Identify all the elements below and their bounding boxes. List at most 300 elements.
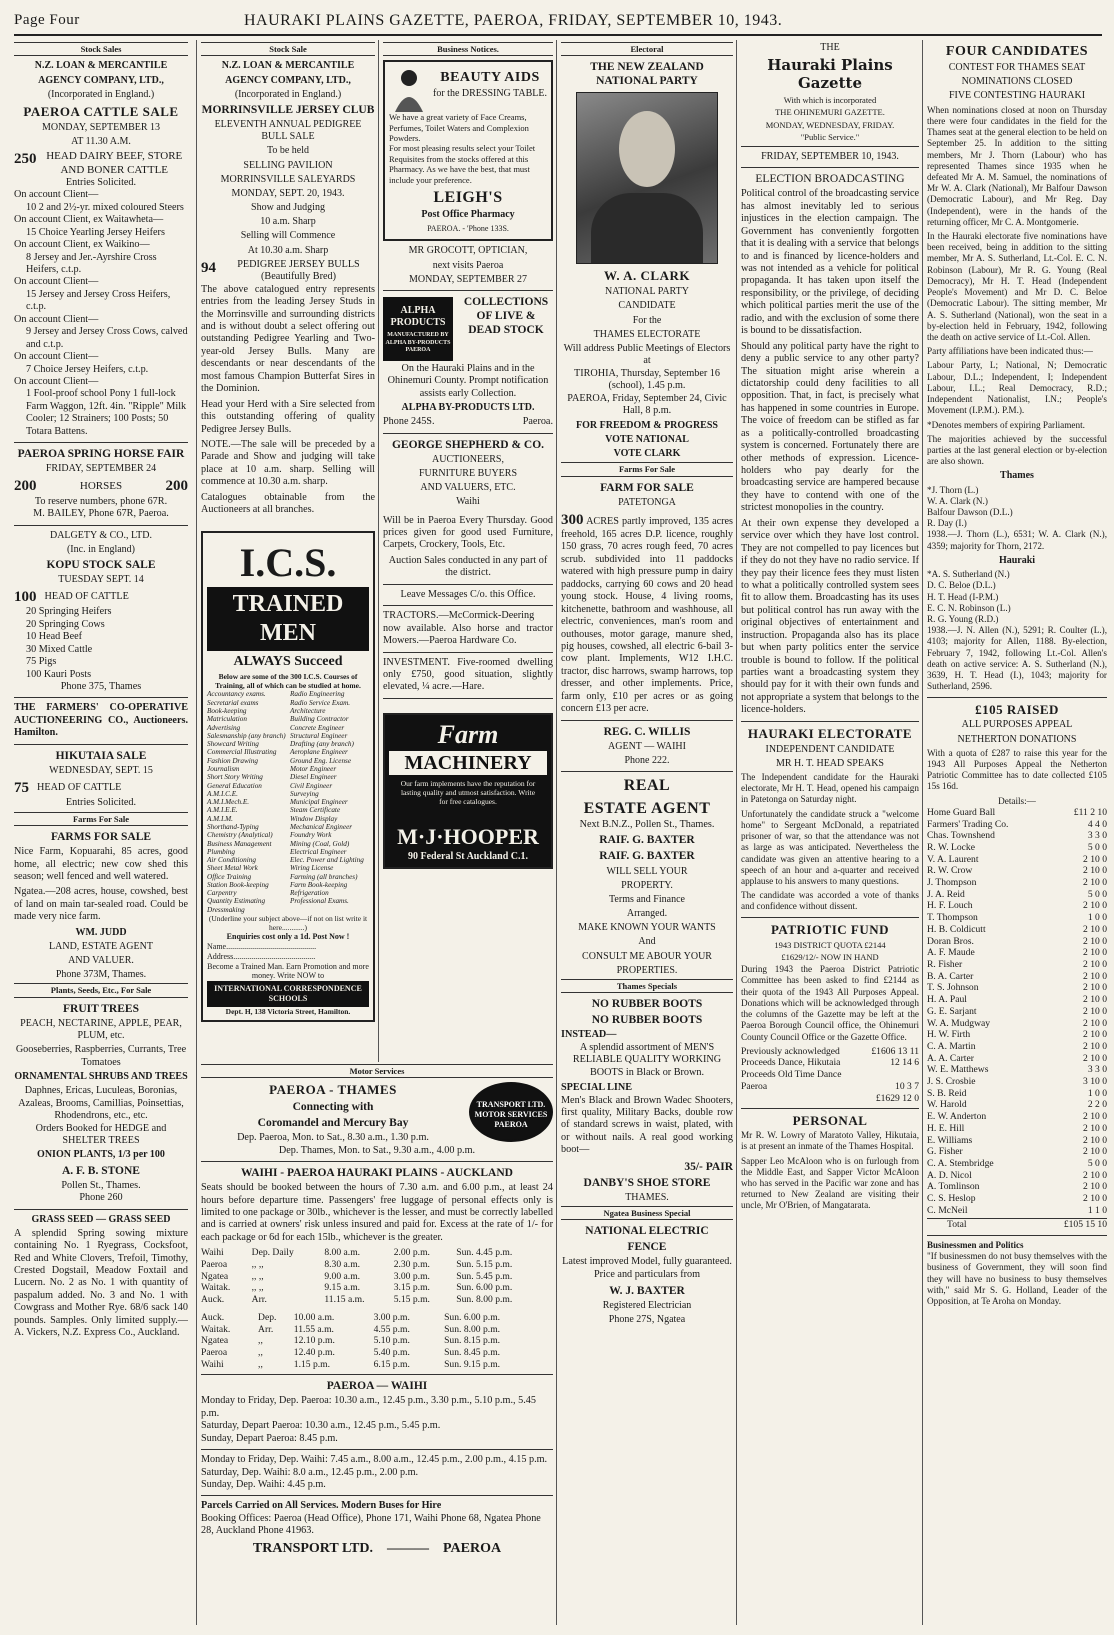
baxter-line: Arranged. bbox=[626, 908, 668, 920]
donation-row bbox=[927, 1088, 1107, 1100]
lot-item: 15 Choice Yearling Jersey Heifers bbox=[26, 226, 165, 238]
donor-name: Chas. Townshend bbox=[927, 830, 995, 842]
beauty-text: We have a great variety of Face Creams, Perfumes, Toilet Waters and Complexion Powders. bbox=[389, 112, 529, 144]
timetable-cell: 9.15 a.m. bbox=[324, 1282, 361, 1294]
ics-course: Aeroplane Engineer bbox=[290, 748, 348, 757]
nzloan-line: (Incorporated in England.) bbox=[234, 88, 342, 100]
timetable-cell: 6.15 p.m. bbox=[373, 1358, 410, 1370]
ics-course: A.M.I.M. bbox=[207, 814, 233, 823]
donation-amount: 2 10 0 bbox=[1083, 1134, 1107, 1146]
timetable-row bbox=[201, 1359, 553, 1371]
ics-intro: Below are some of the 300 I.C.S. Courses of Training, all of which can be studied at home. bbox=[215, 672, 361, 691]
ics-course: Matriculation bbox=[207, 715, 247, 724]
donation-amount: 2 10 0 bbox=[1083, 1122, 1107, 1134]
timetable-cell: Auck. bbox=[201, 1294, 225, 1306]
horse-count-left: 200 bbox=[14, 478, 37, 495]
ics-course: Chemistry (Analytical) bbox=[207, 831, 273, 840]
timetable-cell: ,, bbox=[258, 1346, 263, 1358]
donation-amount: 3 3 0 bbox=[1087, 830, 1107, 842]
hauraki-heading: Hauraki bbox=[998, 554, 1036, 566]
kopu-lot: 20 Springing Heifers bbox=[26, 606, 112, 618]
ics-course: A.M.I.E.E. bbox=[207, 806, 238, 815]
lot-item: 10 2 and 2½-yr. mixed coloured Steers bbox=[26, 201, 184, 213]
hikutaia-entries: Entries Solicited. bbox=[65, 797, 137, 809]
jersey-sub: SELLING PAVILION bbox=[243, 159, 333, 171]
alpha-badge-sub: MANUFACTURED BY ALPHA BY-PRODUCTS PAEROA bbox=[385, 332, 451, 353]
donor-name: S. B. Reid bbox=[927, 1087, 967, 1099]
hauraki-candidate: E. C. N. Robinson (L.) bbox=[927, 602, 1011, 613]
pw-line: Monday to Friday, Dep. Paeroa: 10.30 a.m., 12.45 p.m., 3.30 p.m., 5.10 p.m., 5.45 p.m. bbox=[201, 1395, 536, 1419]
jersey-sub: At 10.30 a.m. Sharp bbox=[247, 244, 329, 256]
timetable-cell: 5.10 p.m. bbox=[373, 1335, 410, 1347]
nzloan-line: (Incorporated in England.) bbox=[47, 88, 155, 100]
lot-item: On account Client, ex Waikino— bbox=[14, 239, 150, 251]
judd-line: AND VALUER. bbox=[68, 955, 134, 967]
donor-name: C. A. Martin bbox=[927, 1040, 976, 1052]
divider bbox=[741, 917, 919, 918]
bull-head-row bbox=[201, 259, 375, 284]
ics-course: Salesmanship (any branch) bbox=[207, 731, 286, 740]
paeroa-thames-title: PAEROA - THAMES bbox=[269, 1082, 397, 1098]
lot-item: On account Client— bbox=[14, 313, 99, 325]
timetable-cell: Sun. 4.45 p.m. bbox=[456, 1247, 513, 1259]
timetable-cell: 11.55 a.m. bbox=[293, 1323, 334, 1335]
donations-table bbox=[927, 807, 1107, 1217]
timetable-cell: Sun. 8.45 p.m. bbox=[444, 1346, 501, 1358]
section-label: Farms For Sale bbox=[561, 462, 733, 476]
shepherd-text: Will be in Paeroa Every Thursday. Good prices given for good used Furniture, Carpets, Crockery, Tools, Etc. bbox=[383, 514, 553, 551]
lot-item: 7 Choice Jersey Heifers, c.t.p. bbox=[26, 363, 149, 375]
ornamental-text: Daphnes, Ericas, Luculeas, Boronias, Azaleas, Brooms, Camillias, Poinsettias, Rhodendrons, etc., etc. bbox=[18, 1085, 184, 1122]
divider bbox=[383, 652, 553, 653]
farm-acres: 300 bbox=[561, 511, 584, 528]
candidates-para: When nominations closed at noon on Thursday there were four candidates in the field for the Thames seat at the general election to be held on September 25. In addition to the sitting members, Mr J. Thorn (Labour) who has represented Thames since 1935 when he defeated Mr A. M. Samuel, the nominations of Mr W. A. Clark (National), Mr Balfour Dawson (Democratic Labour), and Mr Reg. Day (Independent), were in the hands of the returning officer, Mr C. A. Montgomerie. bbox=[927, 104, 1107, 227]
timetable-cell: 11.15 a.m. bbox=[324, 1294, 365, 1306]
hauraki-candidate: *A. S. Sutherland (N.) bbox=[927, 569, 1010, 580]
timetable-row bbox=[201, 1282, 553, 1294]
hooper-name: M·J·HOOPER bbox=[397, 824, 539, 850]
ics-course: Foundry Work bbox=[290, 831, 332, 840]
transport-logo-icon: TRANSPORT LTD. MOTOR SERVICES PAEROA bbox=[469, 1082, 553, 1142]
shepherd-sub: Waihi bbox=[456, 496, 480, 508]
kopu-lot: 75 Pigs bbox=[26, 656, 57, 668]
donation-amount: 1 0 0 bbox=[1087, 1087, 1107, 1099]
ics-course: Radio Service Exam. bbox=[290, 698, 351, 707]
appeal-sub: ALL PURPOSES APPEAL bbox=[961, 719, 1073, 731]
donor-name: W. Harold bbox=[927, 1099, 967, 1111]
donor-name: Doran Bros. bbox=[927, 935, 974, 947]
donation-amount: 2 10 0 bbox=[1083, 935, 1107, 947]
donation-amount: 1 1 0 bbox=[1087, 1204, 1107, 1216]
transport-dash: ——— bbox=[387, 1540, 430, 1556]
donation-row bbox=[927, 819, 1107, 831]
donation-amount: 2 10 0 bbox=[1083, 923, 1107, 935]
donation-row bbox=[927, 924, 1107, 936]
donation-row bbox=[927, 865, 1107, 877]
horse-contact: M. BAILEY, Phone 67R, Paeroa. bbox=[33, 508, 169, 520]
depart-paeroa: Dep. Paeroa, Mon. to Sat., 8.30 a.m., 1.30 p.m. bbox=[237, 1132, 429, 1144]
fruit-title: FRUIT TREES bbox=[63, 1002, 139, 1015]
patriotic-amount: £1606 13 11 bbox=[871, 1045, 919, 1057]
personal-para: Sapper Leo McAloon who is on furlough from the Middle East, and Sapper Victor McAloon who has served in the Pacific war zone and has returned to New Zealand are visiting their uncle, Mr O'Brien, of Mangatarata. bbox=[741, 1155, 919, 1211]
donation-amount: 2 2 0 bbox=[1087, 1099, 1107, 1111]
timetable-cell: Waitak. bbox=[201, 1282, 231, 1294]
donor-name: V. A. Laurent bbox=[927, 853, 979, 865]
timetable-cell: 2.00 p.m. bbox=[393, 1247, 430, 1259]
candidate-suit bbox=[591, 193, 703, 263]
rubber-boots: NO RUBBER BOOTS bbox=[591, 1014, 703, 1027]
timetable-cell: Sun. 6.00 p.m. bbox=[456, 1282, 513, 1294]
divider bbox=[741, 1108, 919, 1109]
ics-course: Building Contractor bbox=[290, 715, 349, 724]
timetable-cell: ,, ,, bbox=[251, 1259, 264, 1271]
editorial-para: Should any political party have the right to deny a public service to any other party? The situation might arise wherein a dictatorship could deny facilities to all opposition. That, in fact, is precisely what has happened in some countries in Europe. The voice of freedom can be stifled as far as a politically-controlled broadcasting system is concerned. Fortunately there are other methods of expression. Licence-holders who pay dearly for the broadcasting service are hampered because they have to contend with one of the strictest monopolies in the country. bbox=[741, 340, 919, 514]
timetable-cell: Ngatea bbox=[201, 1335, 229, 1347]
candidates-para: The majorities achieved by the successful parties at the last general election or by-election are also shown. bbox=[927, 433, 1107, 467]
donation-amount: 1 0 0 bbox=[1087, 912, 1107, 924]
baxter-line: CONSULT ME ABOUR YOUR bbox=[582, 950, 712, 962]
bull-desc: PEDIGREE JERSEY BULLS (Beautifully Bred) bbox=[237, 258, 360, 283]
beauty-title: BEAUTY AIDS bbox=[440, 70, 540, 86]
patriotic-amount: 10 3 7 bbox=[895, 1080, 919, 1092]
stone-name: A. F. B. STONE bbox=[62, 1164, 140, 1177]
jersey-sub: Show and Judging bbox=[251, 202, 325, 214]
slogan: FOR FREEDOM & PROGRESS bbox=[576, 419, 718, 431]
transport-footer bbox=[201, 1540, 553, 1557]
section-label: Ngatea Business Special bbox=[561, 1206, 733, 1220]
donation-amount: 2 10 0 bbox=[1083, 853, 1107, 865]
page-number: Page Four bbox=[14, 12, 80, 28]
section-label: Thames Specials bbox=[561, 979, 733, 993]
pw-line: Sunday, Dep. Waihi: 4.45 p.m. bbox=[201, 1479, 326, 1490]
wj-phone: Phone 27S, Ngatea bbox=[608, 1314, 686, 1326]
kopu-title: KOPU STOCK SALE bbox=[46, 558, 156, 571]
timetable-cell: Waihi bbox=[201, 1358, 224, 1370]
divider bbox=[383, 290, 553, 291]
donation-row bbox=[927, 830, 1107, 842]
donation-row bbox=[927, 1193, 1107, 1205]
horse-label: HORSES bbox=[79, 479, 123, 492]
patetonga: PATETONGA bbox=[618, 496, 676, 508]
ics-course-list bbox=[207, 690, 369, 914]
column-stock-sales bbox=[14, 40, 188, 1625]
hikutaia-head-row bbox=[14, 779, 188, 797]
ics-course: Elec. Power and Lighting bbox=[290, 856, 364, 865]
patriotic-amount bbox=[862, 1069, 919, 1081]
donor-name: E. W. Anderton bbox=[927, 1111, 987, 1123]
timetable-cell: Auck. bbox=[201, 1311, 225, 1323]
raised-title: £105 RAISED bbox=[975, 701, 1059, 717]
ics-course: Refrigeration bbox=[290, 889, 329, 898]
willis-phone: Phone 222. bbox=[624, 754, 670, 766]
ics-banner: TRAINED MEN bbox=[207, 587, 369, 652]
special-text: Men's Black and Brown Wadec Shooters, first quality, Military Backs, double row of standard screws in waist, plated, with or without nails. A real good working boot— bbox=[561, 1094, 733, 1156]
editorial-title: ELECTION BROADCASTING bbox=[755, 173, 905, 186]
kopu-lot: 100 Kauri Posts bbox=[26, 668, 92, 680]
district-quota: 1943 DISTRICT QUOTA £2144 bbox=[774, 939, 886, 950]
total-amount: £105 15 10 bbox=[1063, 1219, 1107, 1231]
donation-amount: 2 10 0 bbox=[1083, 982, 1107, 994]
jersey-sub: To be held bbox=[266, 145, 310, 157]
beauty-text: For most pleasing results select your Toilet Requisites from the stocks offered at this Pharmacy. As we have the best, that must include your preference. bbox=[389, 143, 536, 185]
lot-item: On account Client, ex Waitawheta— bbox=[14, 214, 164, 226]
slogan: VOTE NATIONAL bbox=[605, 433, 689, 445]
farmers-co-op: THE FARMERS' CO-OPERATIVE AUCTIONEERING CO., Auctioneers. Hamilton. bbox=[14, 702, 188, 739]
donor-name: R. W. Locke bbox=[927, 841, 975, 853]
ics-address-field: Address......................................... bbox=[207, 951, 316, 961]
section-label: Stock Sale bbox=[201, 42, 375, 56]
ics-course: Station Book-keeping bbox=[207, 880, 269, 889]
candidates-sub: NOMINATIONS CLOSED bbox=[961, 76, 1073, 88]
instead-text: A splendid assortment of MEN'S RELIABLE QUALITY WORKING BOOTS in Black or Brown. bbox=[572, 1041, 722, 1078]
hauraki-para: The Independent candidate for the Hauraki electorate, Mr H. T. Head, opened his campaign in Patetonga on Saturday night. bbox=[741, 772, 919, 805]
patriotic-label: Previously acknowledged bbox=[741, 1045, 840, 1057]
shepherd-text: Auction Sales conducted in any part of the district. bbox=[388, 554, 548, 579]
jersey-sub: ELEVENTH ANNUAL PEDIGREE BULL SALE bbox=[214, 118, 362, 143]
page-title: HAURAKI PLAINS GAZETTE, PAEROA, FRIDAY, SEPTEMBER 10, 1943. bbox=[244, 12, 783, 29]
pw-line: Saturday, Dep. Waihi: 8.0 a.m., 12.45 p.m., 2.00 p.m. bbox=[201, 1466, 419, 1478]
lot-item: 15 Jersey and Jersey Cross Heifers, c.t.p. bbox=[26, 288, 171, 313]
ics-schools: INTERNATIONAL CORRESPONDENCE SCHOOLS bbox=[207, 981, 369, 1007]
donation-row bbox=[927, 1018, 1107, 1030]
hauraki-candidate: D. C. Beloe (D.L.) bbox=[927, 580, 996, 591]
donor-name: C. A. Stembridge bbox=[927, 1157, 994, 1169]
timetable-cell: Ngatea bbox=[201, 1270, 229, 1282]
dalgety-inc: (Inc. in England) bbox=[66, 543, 136, 555]
judd-name: WM. JUDD bbox=[75, 926, 127, 938]
hooper-machinery: MACHINERY bbox=[389, 751, 547, 775]
alpha-contact-row bbox=[383, 416, 553, 428]
patriotic-row bbox=[741, 1046, 919, 1058]
donation-row bbox=[927, 1158, 1107, 1170]
grass-title: GRASS SEED — GRASS SEED bbox=[31, 1213, 171, 1225]
kopu-phone: Phone 375, Thames bbox=[60, 681, 142, 693]
grocott-line: MR GROCOTT, OPTICIAN, bbox=[408, 245, 528, 257]
horse-fair-date: FRIDAY, SEPTEMBER 24 bbox=[45, 463, 157, 475]
timetable-outbound bbox=[201, 1247, 553, 1306]
section-label: Business Notices. bbox=[383, 42, 553, 56]
patriotic-para: During 1943 the Paeroa District Patriotic Committee has been asked to find £2144 as their quota of the 1943 All Purposes Appeal. Donations which will be acknowledged through the columns of the Gazette may be left at the Paeroa Borough Council office, the Ohinemuri County Council Office or the Gazette Office. bbox=[741, 964, 919, 1042]
waihi-terms: Seats should be booked between the hours of 7.30 a.m. and 6.00 p.m., at least 24 hours before departure time. Passengers' free luggage of personal effects only is limited to one package or 30lb., whichever is the lesser, and must be correctly labelled and is carried at owners' risk unless insured and paid for. Excess at the rate of 1/- for each package or 6d for each 15lb., whichever is the greater. bbox=[201, 1182, 553, 1243]
timetable-cell: Sun. 8.15 p.m. bbox=[444, 1335, 501, 1347]
donor-name: A. A. Carter bbox=[927, 1052, 974, 1064]
fruit-list: PEACH, NECTARINE, APPLE, PEAR, PLUM, etc. bbox=[20, 1017, 182, 1042]
transport-name: TRANSPORT LTD. bbox=[252, 1540, 374, 1556]
alpha-town: Paeroa. bbox=[522, 416, 553, 428]
stone-addr: Pollen St., Thames. bbox=[61, 1179, 141, 1191]
real-estate-addr: Next B.N.Z., Pollen St., Thames. bbox=[579, 819, 715, 831]
ics-course: Structural Engineer bbox=[290, 731, 348, 740]
cattle-head-row bbox=[14, 150, 188, 177]
masthead bbox=[14, 8, 1102, 36]
candidate-sub: NATIONAL PARTY bbox=[605, 286, 689, 298]
kopu-count: 100 bbox=[14, 589, 37, 606]
timetable-inbound bbox=[201, 1312, 553, 1371]
donor-name: H. A. Paul bbox=[927, 994, 967, 1006]
donation-row bbox=[927, 1123, 1107, 1135]
donations-total-row bbox=[927, 1218, 1107, 1231]
divider bbox=[383, 433, 553, 434]
donor-name: H. F. Louch bbox=[927, 900, 973, 912]
real-estate: REAL bbox=[623, 777, 671, 794]
thames-candidate: Balfour Dawson (D.L.) bbox=[927, 507, 1013, 518]
pharmacy-phone: PAEROA. - 'Phone 133S. bbox=[427, 223, 509, 233]
ics-course: Short Story Writing bbox=[207, 773, 263, 782]
businessmen-title: Businessmen and Politics bbox=[927, 1240, 1024, 1251]
donation-amount: 2 10 0 bbox=[1083, 1040, 1107, 1052]
timetable-cell: Dep. bbox=[258, 1311, 277, 1323]
donor-name: H. B. Coldicutt bbox=[927, 923, 986, 935]
farm-listing: Nice Farm, Kopuarahi, 85 acres, good home, all electric; new cow shed this season; well fenced and well watered. bbox=[14, 846, 188, 882]
jersey-sub: 10 a.m. Sharp bbox=[260, 216, 316, 228]
donation-amount: 2 10 0 bbox=[1083, 970, 1107, 982]
hauraki-note: 1938.—J. N. Allen (N.), 5291; R. Coulter (L.), 4103; majority for Allen, 1188. By-election, February 7, 1942, following Lt.-Col. Allen's death on active service: A. S. Sutherland (N.), 3639, H. T. Head (I.), 1043; majority for Sutherland, 2596. bbox=[927, 625, 1107, 692]
candidate-face bbox=[619, 111, 675, 187]
coromandel: Coromandel and Mercury Bay bbox=[257, 1117, 409, 1130]
candidate-sub: CANDIDATE bbox=[618, 300, 676, 312]
candidates-para: Labour Party, L; National, N; Democratic Labour, D.L.; Independent, I; Independent Labour, I.L.; Real Democracy, R.D.; Independent Nationalist, I.N.; People's Movement (I.P.M.). P.M.). bbox=[927, 360, 1107, 416]
timetable-cell: Sun. 8.00 p.m. bbox=[444, 1323, 501, 1335]
paper-sub: THE OHINEMURI GAZETTE. bbox=[775, 107, 885, 118]
jersey-sub: MORRINSVILLE SALEYARDS bbox=[220, 173, 356, 185]
divider bbox=[14, 697, 188, 698]
ics-course: Fashion Drawing bbox=[207, 756, 258, 765]
kopu-date: TUESDAY SEPT. 14 bbox=[58, 573, 144, 585]
ics-course: Office Training bbox=[207, 872, 252, 881]
ics-course: A.M.I.Mech.E. bbox=[207, 798, 250, 807]
divider bbox=[14, 1209, 188, 1210]
candidates-para: Party affiliations have been indicated thus:— bbox=[927, 346, 1093, 357]
divider bbox=[383, 698, 553, 699]
kopu-lot: 10 Head Beef bbox=[26, 631, 83, 643]
baxter-line: And bbox=[638, 936, 656, 948]
donor-name: W. E. Matthews bbox=[927, 1064, 989, 1076]
ics-course: Carpentry bbox=[207, 889, 237, 898]
donor-name: E. Williams bbox=[927, 1134, 973, 1146]
timetable-row bbox=[201, 1335, 553, 1347]
section-label: Electoral bbox=[561, 42, 733, 56]
baxter-line: PROPERTIES. bbox=[616, 964, 678, 976]
lot-item: 1 Fool-proof school Pony 1 full-lock Farm Waggon, 12ft. 4in. "Ripple" Milk Cooler; 12 Strainers; 100 Posts; 50 Totara Battens. bbox=[26, 388, 187, 437]
ics-course: Civil Engineer bbox=[290, 781, 333, 790]
timetable-cell: Sun. 6.00 p.m. bbox=[444, 1311, 501, 1323]
donation-row bbox=[927, 900, 1107, 912]
lot-list bbox=[14, 189, 188, 438]
timetable-cell: 4.55 p.m. bbox=[373, 1323, 410, 1335]
bull-count: 94 bbox=[201, 259, 216, 276]
donation-row bbox=[927, 1135, 1107, 1147]
jersey-text: NOTE.—The sale will be preceded by a Parade and Show and judging will take place at 10 a.m. sharp. Selling will commence at 10.30 a.m. sharp. bbox=[201, 438, 375, 488]
divider bbox=[741, 721, 919, 722]
timetable-cell: Waihi bbox=[201, 1247, 224, 1259]
fruit-text: Gooseberries, Raspberries, Currants, Tree Tomatoes bbox=[15, 1044, 187, 1068]
ics-course: Showcard Writing bbox=[207, 740, 259, 749]
column-candidates bbox=[922, 40, 1107, 1625]
timetable-cell: Paeroa bbox=[201, 1259, 228, 1271]
patriotic-label: Proceeds Old Time Dance bbox=[741, 1069, 842, 1081]
hooper-text: Our farm implements have the reputation for lasting quality and utmost satisfaction. Write for free catalogues. bbox=[400, 778, 536, 807]
ics-course: Shorthand-Typing bbox=[207, 822, 259, 831]
ics-course: Quantity Estimating bbox=[207, 897, 266, 906]
cattle-head-count: 250 bbox=[14, 151, 37, 168]
timetable-cell: Waitak. bbox=[201, 1323, 231, 1335]
ics-course: Sheet Metal Work bbox=[207, 864, 258, 873]
ics-course: Surveying bbox=[290, 789, 319, 798]
details-label: Details:— bbox=[998, 795, 1036, 806]
boot-price: 35/- PAIR bbox=[684, 1160, 733, 1173]
patriotic-table bbox=[741, 1046, 919, 1093]
timetable-cell: ,, bbox=[258, 1358, 263, 1370]
hooper-advert bbox=[383, 713, 553, 870]
grocott-line: MONDAY, SEPTEMBER 27 bbox=[408, 273, 528, 285]
paper-sub: With which is incorporated bbox=[783, 94, 877, 105]
collections-title: COLLECTIONS OF LIVE & DEAD STOCK bbox=[463, 295, 549, 336]
netherton-para: With a quota of £287 to raise this year for the 1943 All Purposes Appeal the Netherton Patriotic Committee has to date collected £105 15s 16d. bbox=[927, 747, 1107, 792]
thames-heading: Thames bbox=[1000, 470, 1034, 482]
divider bbox=[201, 1449, 553, 1450]
ics-course: Farming (all branches) bbox=[290, 872, 358, 881]
waihi-route-title: WAIHI - PAEROA HAURAKI PLAINS - AUCKLAND bbox=[241, 1167, 513, 1180]
candidates-para: *Denotes members of expiring Parliament. bbox=[927, 419, 1085, 430]
ics-course: Architecture bbox=[290, 707, 326, 716]
dateline: FRIDAY, SEPTEMBER 10, 1943. bbox=[761, 151, 899, 163]
hikutaia-count: 75 bbox=[14, 779, 29, 796]
parcels-line: Parcels Carried on All Services. Modern Buses for Hire bbox=[201, 1500, 442, 1512]
dalgety-name: DALGETY & CO., LTD. bbox=[49, 529, 153, 541]
hauraki-sub: INDEPENDENT CANDIDATE bbox=[765, 743, 895, 755]
timetable-row bbox=[201, 1312, 553, 1324]
timetable-cell: Arr. bbox=[251, 1294, 267, 1306]
kopu-head-row bbox=[14, 588, 188, 606]
donor-name: W. A. Mudgway bbox=[927, 1017, 991, 1029]
hauraki-candidate: H. T. Head (I-P.M.) bbox=[927, 591, 999, 602]
timetable-cell: Paeroa bbox=[201, 1346, 228, 1358]
donation-row bbox=[927, 807, 1107, 819]
ics-course: Professional Exams. bbox=[290, 897, 349, 906]
rubber-boots: NO RUBBER BOOTS bbox=[591, 998, 703, 1011]
donation-amount: 5 0 0 bbox=[1087, 888, 1107, 900]
farm-description: ACRES partly improved, 135 acres freehold, 165 acres D.P. licence, roughly 150 grass, 70 acres rough feed, 70 acres scrub. subdivided into 11 paddocks watered with high pressure pump in dairy paddocks, carrying 60 cows and 20 head young stock. House, 4 living rooms, kitchenette, bathroom and washhouse, all electric, conveniences, man's room and outhouses, motor garage, manure shed, pig houses, cowshed, all electric 6-bail 3-cow plant. Implements, W12 I.H.C. tractor, disc harrows, swamp harrows, top dresser, and other implements. Price, farm only, £10 per acres or as going concern £13 per acre. bbox=[561, 515, 733, 715]
thames-candidate: W. A. Clark (N.) bbox=[927, 495, 988, 506]
lot-item: On account Client— bbox=[14, 189, 99, 201]
donation-amount: 5 0 0 bbox=[1087, 1157, 1107, 1169]
hooper-address: 90 Federal St Auckland C.1. bbox=[407, 851, 528, 863]
four-candidates-title: FOUR CANDIDATES bbox=[945, 44, 1089, 59]
column-editorial bbox=[736, 40, 919, 1625]
donor-name: G. Fisher bbox=[927, 1146, 963, 1158]
patriotic-label: Proceeds Dance, Hikutaia bbox=[741, 1057, 841, 1069]
donation-row bbox=[927, 947, 1107, 959]
alpha-advert bbox=[383, 295, 553, 429]
donation-row bbox=[927, 1099, 1107, 1111]
donation-row bbox=[927, 1041, 1107, 1053]
donation-row bbox=[927, 1170, 1107, 1182]
transport-town: PAEROA bbox=[443, 1540, 502, 1556]
shepherd-title: GEORGE SHEPHERD & CO. bbox=[391, 438, 545, 451]
ics-course: Concrete Engineer bbox=[290, 723, 345, 732]
kopu-head: HEAD OF CATTLE bbox=[44, 591, 129, 603]
lot-item: On account Client— bbox=[14, 351, 99, 363]
donation-row bbox=[927, 1205, 1107, 1217]
donation-amount: 2 10 0 bbox=[1083, 1169, 1107, 1181]
pharmacy-name: Post Office Pharmacy bbox=[421, 209, 515, 221]
timetable-cell: 1.15 p.m. bbox=[293, 1358, 331, 1370]
hauraki-candidate: R. G. Young (R.D.) bbox=[927, 613, 999, 624]
beauty-advert bbox=[383, 60, 553, 241]
donor-name: H. E. Hill bbox=[927, 1122, 965, 1134]
donation-amount: 2 10 0 bbox=[1083, 994, 1107, 1006]
donation-row bbox=[927, 971, 1107, 983]
